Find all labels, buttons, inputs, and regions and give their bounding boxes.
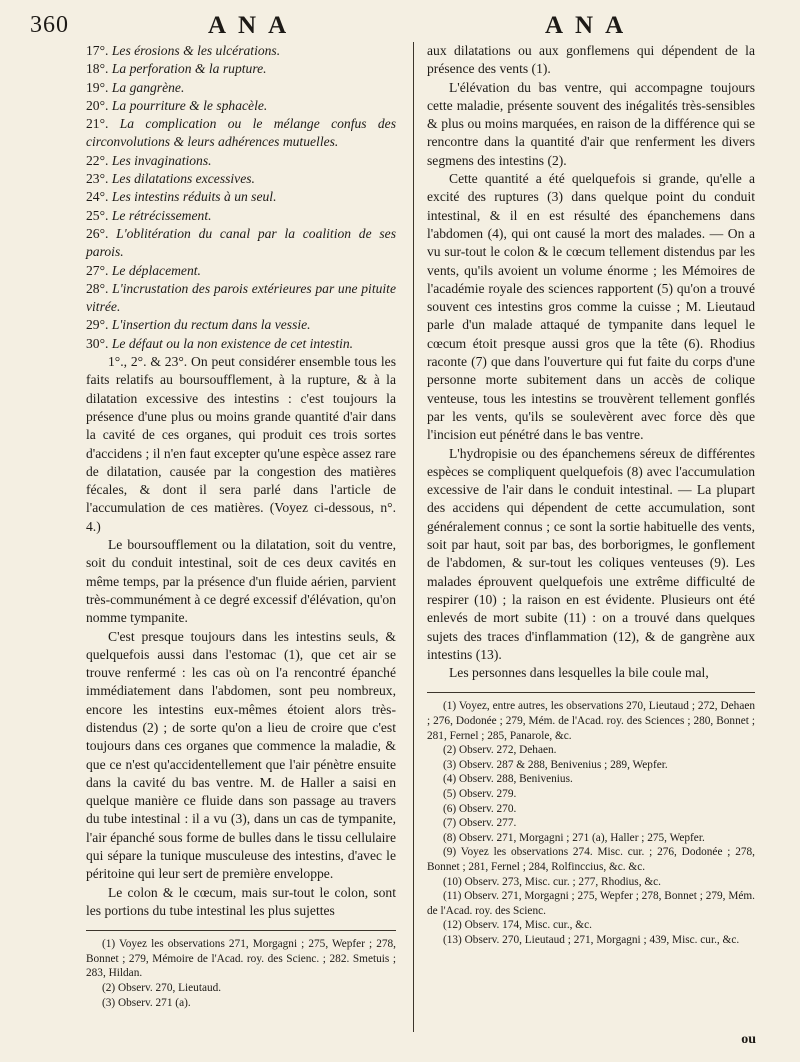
footnotes <box>86 937 396 1010</box>
list-item: 28°. L'incrustation des parois extérieures par une pituite vitrée. <box>86 280 396 315</box>
right-column <box>427 42 755 947</box>
body-paragraph: Le boursoufflement ou la dilatation, soit du ventre, soit du conduit intestinal, soit de ces deux cavités en même temps, par la présence d'un fluide aérien, parvient très-communément à ce degré excessif d'élévation, qu'on nomme tympanite. <box>86 537 396 626</box>
list-item: 20°. La pourriture & le sphacèle. <box>86 97 268 113</box>
body-paragraph: L'élévation du bas ventre, qui accompagne toujours cette maladie, présente souvent des inégalités très-sensibles & plus ou moins marquées, en raison de la différence qui se rencontre dans la quantité d'air que renferment les divers segmens des intestins (2). <box>427 79 755 168</box>
footnote: (5) Observ. 279. <box>443 787 517 800</box>
footnote: (10) Observ. 273, Misc. cur. ; 277, Rhodius, &c. <box>443 875 661 888</box>
numbered-list <box>86 42 396 353</box>
footnote: (13) Observ. 270, Lieutaud ; 271, Morgagni ; 439, Misc. cur., &c. <box>443 933 740 946</box>
footnote: (11) Observ. 271, Morgagni ; 275, Wepfer ; 278, Bonnet ; 279, Mém. de l'Acad. roy. des Scienc. <box>427 890 755 917</box>
list-item: 26°. L'oblitération du canal par la coalition de ses parois. <box>86 225 396 260</box>
body-paragraph: Les personnes dans lesquelles la bile coule mal, <box>449 665 709 681</box>
running-header <box>0 10 800 44</box>
footnote: (4) Observ. 288, Benivenius. <box>443 773 573 786</box>
footnote: (8) Observ. 271, Morgagni ; 271 (a), Haller ; 275, Wepfer. <box>443 831 705 844</box>
footnote: (12) Observ. 174, Misc. cur., &c. <box>443 919 592 932</box>
footnote: (3) Observ. 271 (a). <box>102 996 191 1009</box>
list-item: 18°. La perforation & la rupture. <box>86 61 267 77</box>
body-paragraph: 1°., 2°. & 23°. On peut considérer ensemble tous les faits relatifs au boursoufflement, à la rupture, & à la dilatation excessive des intestins : c'est toujours la présence d'une plus ou moins grande quantité d'air dans la cavité de ces organes, qui produit ces trois sortes d'accidens ; il n'en faut excepter qu'une espèce assez rare de dilatation, causée par la congestion des matières fécales, & dont il sera parlé dans l'article de l'accumulation de ces matières. (Voyez ci-dessous, n°. 4.) <box>86 354 396 534</box>
list-item: 29°. L'insertion du rectum dans la vessie. <box>86 317 311 333</box>
list-item: 17°. Les érosions & les ulcérations. <box>86 43 281 58</box>
list-item: 19°. La gangrène. <box>86 79 185 95</box>
body-paragraph: L'hydropisie ou des épanchemens séreux de différentes espèces se compliquent quelquefois (8) avec l'accumulation excessive de l'air dans le conduit intestinal. — La plupart des accidens qui dépendent de cette accumulation, sont généralement connus ; ce sont la sortie habituelle des vents, soit par haut, soit par bas, des borborigmes, le gonflement de l'abdomen, & sur-tout les coliques venteuses (9). Les malades éprouvent quelquefois une extrême difficulté de respirer (10) ; la raison en est évidente. Plusieurs ont été enlevés de mort subite (11) : on a trouvé dans quelques sujets des traces d'inflammation (12), & de gangrène aux intestins (13). <box>427 445 755 662</box>
footnote: (1) Voyez les observations 271, Morgagni ; 275, Wepfer ; 278, Bonnet ; 279, Mémoire de l'Acad. roy. des Scienc. ; 282. Smetuis ; 283, Hildan. <box>86 938 396 980</box>
page-number: 360 <box>30 12 69 38</box>
footnote: (9) Voyez les observations 274. Misc. cur. ; 276, Dodonée ; 278, Bonnet ; 281, Fernel ; 284, Rolfinccius, &c. &c. <box>427 846 755 873</box>
list-item: 27°. Le déplacement. <box>86 262 201 278</box>
list-item: 30°. Le défaut ou la non existence de cet intestin. <box>86 335 354 351</box>
list-item: 22°. Les invaginations. <box>86 152 212 168</box>
footnote: (1) Voyez, entre autres, les observations 270, Lieutaud ; 272, Dehaen ; 276, Dodonée ; 279, Mém. de l'Acad. roy. des Sciences ; 280, Bonnet ; 281, Fernel ; 285, Panarole, &c. <box>427 700 755 742</box>
running-title-right: ANA <box>545 12 636 39</box>
body-paragraph: aux dilatations ou aux gonflemens qui dépendent de la présence des vents (1). <box>427 43 755 77</box>
list-item: 25°. Le rétrécissement. <box>86 207 212 223</box>
list-item: 23°. Les dilatations excessives. <box>86 171 255 187</box>
body-paragraph: Le colon & le cœcum, mais sur-tout le colon, sont les portions du tube intestinal les plus sujettes <box>86 884 396 918</box>
catchword: ou <box>741 1032 756 1047</box>
footnote: (2) Observ. 270, Lieutaud. <box>102 982 222 995</box>
footnote: (2) Observ. 272, Dehaen. <box>443 744 557 757</box>
footnote-rule <box>427 692 755 693</box>
left-column <box>86 42 396 1010</box>
body-paragraph: C'est presque toujours dans les intestins seuls, & quelquefois aussi dans l'estomac (1), que cet air se trouve renfermé : les cas où on l'a rencontré épanché immédiatement dans l'abdomen, sont peu nombreux, encore les intestins eux-mêmes étoient alors très-distendus (2) ; de sorte qu'on a lieu de croire que c'est toujours dans ces organes que commence la maladie, & que ce n'est qu'accidentellement que l'air pénètre ensuite dans la cavité du bas ventre. M. de Haller a saisi en quelque manière ce fluide dans son passage au travers du tube intestinal : il a vu (3), dans un cas de tympanite, l'air épanché sous forme de bulles dans le tissu cellulaire qui sépare la tunique musculeuse des intestins, d'avec le péritoine qui leur sert de première enveloppe. <box>86 628 396 882</box>
footnote-rule <box>86 930 396 931</box>
list-item: 21°. La complication ou le mélange confus des circonvolutions & leurs adhérences mutuelles. <box>86 116 396 150</box>
running-title-left: ANA <box>208 12 299 39</box>
footnote: (6) Observ. 270. <box>443 802 517 815</box>
body-paragraph: Cette quantité a été quelquefois si grande, qu'elle a excité des ruptures (3) dans quelque point du conduit intestinal, & il en est résulté des épanchemens dans l'abdomen (4), qui ont causé la mort des malades. — On a vu sur-tout le colon & le cœcum tellement distendus par les vents, qu'ils avoient un volume énorme ; les Mémoires de l'académie royale des sciences rapportent (5) qu'on a trouvé souvent ces intestins gros comme la cuisse ; M. Lieutaud parle d'un malade attaqué de tympanite dans lequel le cœcum étoit presque aussi gros que la tête (6). Rhodius raconte (7) que dans l'ouverture qui fut faite du corps d'une personne morte subitement dans un accès de colique venteuse, tous les intestins se trouvèrent tellement gonflés par les vents, qu'ils se soulevèrent avec force dès que l'incision eut pénétré dans le bas ventre. <box>427 171 755 443</box>
list-item: 24°. Les intestins réduits à un seul. <box>86 189 277 205</box>
footnote: (7) Observ. 277. <box>443 817 517 830</box>
column-divider <box>413 42 414 1032</box>
footnotes <box>427 699 755 947</box>
footnote: (3) Observ. 287 & 288, Benivenius ; 289, Wepfer. <box>443 758 668 771</box>
